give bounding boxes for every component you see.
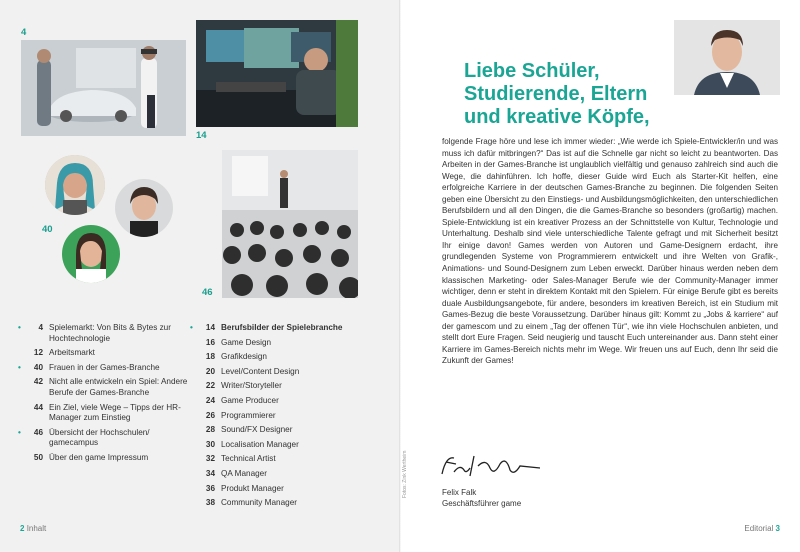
toc-entry[interactable] — [190, 323, 371, 334]
toc-bullet — [18, 377, 25, 398]
toc-bullet: • — [190, 323, 193, 332]
toc-title: Sound/FX Designer — [221, 425, 293, 435]
page-spine — [399, 0, 401, 552]
toc-bullet — [190, 425, 197, 436]
toc-left-column — [18, 323, 199, 468]
toc-entry[interactable] — [18, 323, 199, 344]
page-number-right: 3 — [775, 524, 780, 533]
toc-entry[interactable] — [190, 381, 371, 392]
toc-title: Ein Ziel, viele Wege – Tipps der HR-Manager zum Einstieg — [49, 402, 181, 423]
toc-page-number: 18 — [205, 352, 215, 362]
toc-page-number: 24 — [205, 395, 215, 405]
toc-page-number: 50 — [33, 452, 43, 462]
toc-title: Grafikdesign — [221, 352, 267, 362]
toc-page-number: 30 — [205, 439, 215, 449]
toc-title: Über den game Impressum — [49, 452, 149, 462]
toc-page-number: 14 — [205, 323, 215, 332]
toc-bullet — [190, 469, 197, 480]
toc-bullet — [190, 338, 197, 349]
toc-page-number: 38 — [205, 498, 215, 508]
toc-entry[interactable] — [190, 352, 371, 363]
toc-page-number: 26 — [205, 410, 215, 420]
toc-bullet — [190, 498, 197, 509]
toc-bullet — [18, 453, 25, 464]
toc-page-number: 40 — [33, 362, 43, 372]
toc-entry[interactable] — [190, 338, 371, 349]
toc-page-number: 36 — [205, 483, 215, 493]
toc-page-number: 32 — [205, 454, 215, 464]
toc-page-number: 42 — [33, 377, 43, 387]
toc-page-number: 20 — [205, 366, 215, 376]
toc-bullet — [190, 411, 197, 422]
toc-title: Frauen in der Games-Branche — [49, 362, 160, 372]
toc-title: Programmierer — [221, 410, 276, 420]
toc-bullet — [190, 367, 197, 378]
toc-right-column — [190, 323, 371, 513]
footer-left — [20, 524, 46, 533]
toc-bullet: • — [18, 362, 21, 372]
portrait-woman-1 — [45, 155, 105, 215]
photo-label-2: 14 — [196, 130, 207, 141]
signer-name: Felix Falk — [442, 488, 477, 497]
toc-bullet — [190, 381, 197, 392]
toc-entry[interactable] — [18, 403, 199, 424]
title-line-2: Studierende, Eltern — [464, 83, 648, 105]
toc-title: Übersicht der Hochschulen/ gamecampus — [49, 427, 150, 448]
toc-entry[interactable] — [190, 469, 371, 480]
toc-bullet — [18, 403, 25, 424]
signer-block — [442, 487, 521, 509]
page-number-left: 2 — [20, 524, 25, 533]
photo-vr-car — [21, 40, 186, 136]
toc-entry[interactable] — [18, 453, 199, 464]
toc-title: Arbeitsmarkt — [49, 348, 95, 358]
toc-entry[interactable] — [18, 363, 199, 374]
toc-title: Nicht alle entwickeln ein Spiel: Andere Berufe der Games-Branche — [49, 377, 188, 397]
editorial-body: folgende Frage höre und lese ich immer wieder: „Wie werde ich Spiele-Entwickler/in und was muss ich dafür mitbringen?“ Das ist auf die Schnelle gar nicht so leicht zu beantworten. Das Arbeiten in der Games-Branche ist unglaublich vielfältig und genauso zahlreich sind auch die Wege, die dahinführen. Ich hoffe, dieser Guide wird Euch als Starter-Kit helfen, eine erfolgreiche Karriere in der deutschen Games-Branche zu beginnen. Die folgenden Seiten geben eine Übersicht zu den Einstiegs- und Ausbildungsmöglichkeiten, den unterschiedlichen Berufsbildern und all den Dingen, die die Games-Branche so besonders (großartig) machen. Spiele-Entwicklung ist ein kreativer Prozess an der Schnittstelle von Kultur, Technologie und Unterhaltung. Deshalb sind viele unterschiedliche Talente gefragt und mit Sicherheit besitzt Ihr einige davon! Games werden von Autoren und Game-Designern erdacht, ihre grundlegenden Systeme von Programmierern entwickelt und ihre Welten von Grafik-, Animations- und Sound-Designern zum Leben erweckt. Darüber hinaus werden neben dem klassischen Marketing- oder Sales-Manager Berufe wie der Community-Manager immer wichtiger, denn er steht in direktem Kontakt mit den Spielern. Für einige Berufe gibt es bereits duale Ausbildungsangebote, für andere, besonders im kreativen Bereich, ist ein Studium mit Games-Bezug die beste Voraussetzung. Darüber hinaus gilt: Kommt zu „Jobs & karriere“ auf der gamescom und zu einem „Tag der offenen Tür“, wie ihn viele Hochschulen anbieten, und stellt dort Eure Fragen. Seid neugierig und tauscht Euch untereinander aus. Dann steht einer Karriere im Games-Bereich nichts mehr im Wege. Wir freuen uns auf Euch, denn Ihr seid die Zukunft der Games! — [442, 137, 778, 366]
title-line-3: und kreative Köpfe, — [464, 106, 650, 128]
toc-entry[interactable] — [18, 377, 199, 398]
photo-label-1: 4 — [21, 27, 27, 38]
toc-bullet: • — [18, 323, 21, 332]
toc-title: Technical Artist — [221, 454, 276, 464]
toc-page-number: 16 — [205, 337, 215, 347]
toc-title: Berufsbilder der Spielebranche — [221, 323, 343, 332]
toc-title: Writer/Storyteller — [221, 381, 282, 391]
photo-gamer-desk — [196, 20, 358, 127]
toc-entry[interactable] — [190, 411, 371, 422]
toc-entry[interactable] — [18, 428, 199, 449]
signer-title: Geschäftsführer game — [442, 499, 522, 508]
toc-title: Localisation Manager — [221, 439, 299, 449]
editorial-title — [464, 60, 650, 129]
toc-bullet — [190, 484, 197, 495]
toc-entry[interactable] — [190, 484, 371, 495]
toc-title: Level/Content Design — [221, 366, 300, 376]
toc-page-number: 44 — [33, 402, 43, 412]
toc-page-number: 4 — [38, 323, 43, 332]
toc-entry[interactable] — [190, 425, 371, 436]
toc-bullet — [18, 348, 25, 359]
toc-page-number: 12 — [33, 348, 43, 358]
footer-label-left: Inhalt — [26, 524, 47, 533]
toc-page-number: 34 — [205, 468, 215, 478]
title-line-1: Liebe Schüler, — [464, 60, 600, 82]
toc-page-number: 28 — [205, 425, 215, 435]
toc-bullet: • — [18, 427, 21, 437]
toc-bullet — [190, 440, 197, 451]
photo-credit: Fotos: Zink Wertheim — [402, 450, 408, 498]
toc-title: Spielemarkt: Von Bits & Bytes zur Hochtechnologie — [49, 323, 171, 343]
toc-entry[interactable] — [190, 396, 371, 407]
portrait-woman-3 — [62, 225, 120, 283]
toc-entry[interactable] — [190, 367, 371, 378]
toc-bullet — [190, 352, 197, 363]
toc-bullet — [190, 396, 197, 407]
toc-entry[interactable] — [18, 348, 199, 359]
signature — [440, 452, 550, 485]
photo-label-3: 40 — [42, 224, 53, 235]
toc-title: QA Manager — [221, 468, 267, 478]
toc-entry[interactable] — [190, 454, 371, 465]
photo-label-4: 46 — [202, 287, 213, 298]
footer-label-right: Editorial — [744, 524, 774, 533]
toc-page-number: 46 — [33, 427, 43, 437]
toc-title: Community Manager — [221, 498, 297, 508]
toc-entry[interactable] — [190, 440, 371, 451]
photo-lecture-hall — [222, 150, 358, 298]
toc-title: Produkt Manager — [221, 483, 284, 493]
footer-right — [744, 524, 780, 533]
toc-bullet — [190, 454, 197, 465]
toc-page-number: 22 — [205, 381, 215, 391]
toc-title: Game Producer — [221, 395, 279, 405]
portrait-woman-2 — [115, 179, 173, 237]
portrait-felix-falk — [674, 20, 780, 95]
toc-title: Game Design — [221, 337, 272, 347]
toc-entry[interactable] — [190, 498, 371, 509]
